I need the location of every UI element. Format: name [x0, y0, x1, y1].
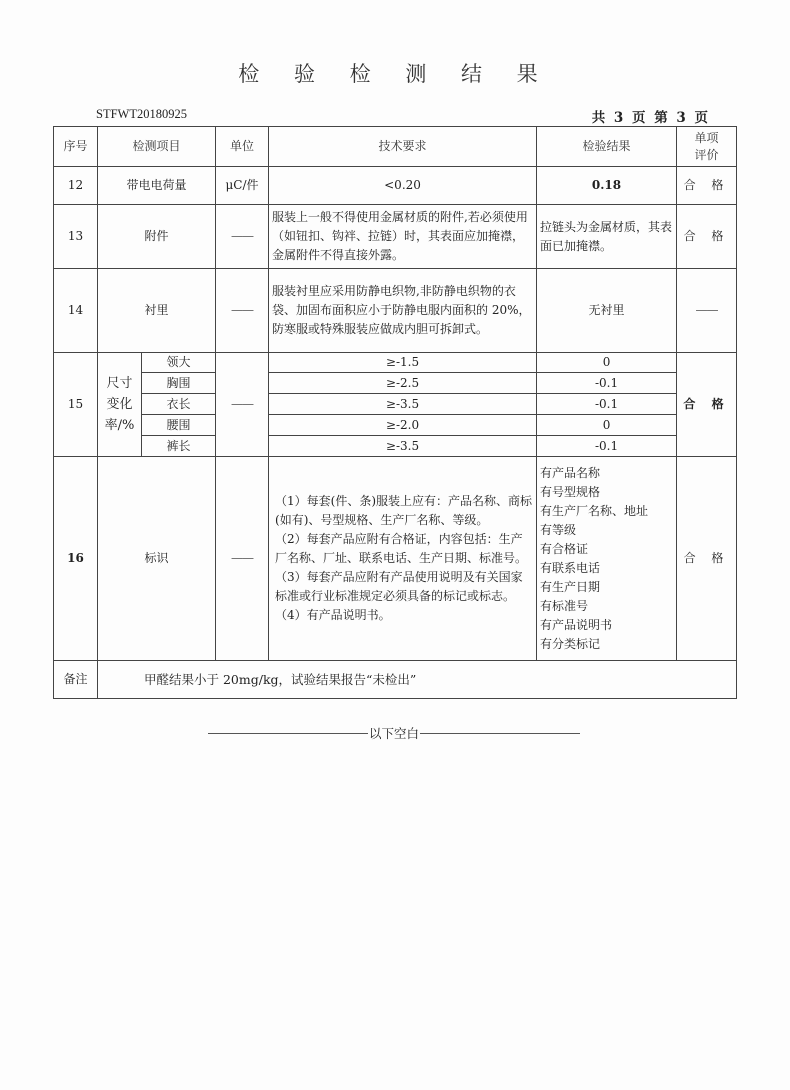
blank-text: 以下空白 [369, 726, 420, 741]
row15-sub-result: -0.1 [537, 436, 677, 457]
row13-seq: 13 [54, 205, 98, 269]
table-row [54, 415, 737, 436]
row13-item: 附件 [98, 205, 216, 269]
row15-sub-result: 0 [537, 415, 677, 436]
table-row [54, 205, 737, 269]
row14-requirement: 服装衬里应采用防静电织物,非防静电织物的衣袋、加固布面积应小于防静电服内面积的 20%，防寒服或特殊服装应做成内胆可拆卸式。 [269, 269, 537, 353]
row16-req-line: （4）有产品说明书。 [275, 608, 391, 622]
row15-sub-name: 领大 [142, 353, 216, 373]
remark-label: 备注 [54, 661, 98, 699]
row16-result-line: 有联系电话 [540, 560, 601, 575]
row16-seq: 16 [54, 457, 98, 661]
row12-item: 带电电荷量 [98, 167, 216, 205]
table-header-row [54, 127, 737, 167]
row15-sub-result: -0.1 [537, 394, 677, 415]
row16-result-line: 有分类标记 [540, 636, 601, 651]
row16-result-line: 有产品说明书 [540, 617, 613, 632]
row16-result-line: 有合格证 [540, 541, 589, 556]
table-row [54, 436, 737, 457]
row15-sub-requirement: ≥-3.5 [269, 436, 537, 457]
row16-unit: —— [216, 457, 269, 661]
row15-item-line1: 尺寸 [106, 376, 133, 391]
row15-sub-name: 腰围 [142, 415, 216, 436]
row16-evaluation: 合 格 [677, 457, 737, 661]
header-requirement: 技术要求 [269, 127, 537, 167]
row15-seq: 15 [54, 353, 98, 457]
row16-result-line: 有生产厂名称、地址 [540, 503, 649, 518]
table-row [54, 269, 737, 353]
divider-left [208, 733, 368, 734]
remark-row [54, 661, 737, 699]
header-eval-line2: 评价 [694, 147, 719, 162]
page-info: 共 3 页 第 3 页 [591, 110, 708, 126]
row15-sub-requirement: ≥-2.0 [269, 415, 537, 436]
row16-result-line: 有号型规格 [540, 484, 601, 499]
end-of-report-marker [208, 724, 580, 742]
report-number: STFWT20180925 [96, 107, 187, 121]
row13-result: 拉链头为金属材质，其表面已加掩襟。 [537, 205, 677, 269]
table-row [54, 457, 737, 661]
row16-requirement [269, 457, 537, 661]
row15-item [98, 353, 142, 457]
row14-unit: —— [216, 269, 269, 353]
header-result: 检验结果 [537, 127, 677, 167]
row16-req-line: （3）每套产品应附有产品使用说明及有关国家标准或行业标准规定必须具备的标记或标志。 [275, 570, 523, 603]
row15-item-line2: 变化 [106, 397, 133, 412]
row16-result-line: 有生产日期 [540, 579, 601, 594]
table-row [54, 167, 737, 205]
row15-sub-result: -0.1 [537, 373, 677, 394]
header-item: 检测项目 [98, 127, 216, 167]
row16-result [537, 457, 677, 661]
row15-sub-name: 胸围 [142, 373, 216, 394]
row14-seq: 14 [54, 269, 98, 353]
row12-evaluation: 合 格 [677, 167, 737, 205]
header-evaluation [677, 127, 737, 167]
row16-item: 标识 [98, 457, 216, 661]
row16-result-line: 有等级 [540, 522, 577, 537]
row12-requirement: <0.20 [269, 167, 537, 205]
table-row [54, 353, 737, 373]
row12-unit: μC/件 [216, 167, 269, 205]
row15-sub-requirement: ≥-2.5 [269, 373, 537, 394]
remark-text: 甲醛结果小于 20mg/kg，试验结果报告“未检出” [98, 661, 737, 699]
results-table [53, 126, 737, 699]
row12-seq: 12 [54, 167, 98, 205]
table-row [54, 394, 737, 415]
row16-result-line: 有产品名称 [540, 465, 601, 480]
row16-req-line: （1）每套(件、条)服装上应有：产品名称、商标(如有)、号型规格、生产厂名称、等级。 [275, 494, 533, 527]
row14-evaluation: —— [677, 269, 737, 353]
row12-result: 0.18 [537, 167, 677, 205]
row15-item-line3: 率/% [104, 418, 135, 433]
table-row [54, 373, 737, 394]
row14-result: 无衬里 [537, 269, 677, 353]
row15-sub-name: 衣长 [142, 394, 216, 415]
row13-evaluation: 合 格 [677, 205, 737, 269]
row15-unit: —— [216, 353, 269, 457]
row13-unit: —— [216, 205, 269, 269]
row15-sub-requirement: ≥-1.5 [269, 353, 537, 373]
row15-sub-result: 0 [537, 353, 677, 373]
header-unit: 单位 [216, 127, 269, 167]
row16-req-line: （2）每套产品应附有合格证，内容包括：生产厂名称、厂址、联系电话、生产日期、标准号。 [275, 532, 528, 565]
row13-requirement: 服装上一般不得使用金属材质的附件,若必须使用（如钮扣、钩袢、拉链）时，其表面应加掩襟，金属附件不得直接外露。 [269, 205, 537, 269]
header-eval-line1: 单项 [694, 130, 719, 145]
document-title: 检 验 检 测 结 果 [238, 62, 552, 86]
header-seq: 序号 [54, 127, 98, 167]
row15-evaluation: 合 格 [677, 353, 737, 457]
row16-result-line: 有标准号 [540, 598, 589, 613]
row14-item: 衬里 [98, 269, 216, 353]
row15-sub-name: 裤长 [142, 436, 216, 457]
row15-sub-requirement: ≥-3.5 [269, 394, 537, 415]
divider-right [420, 733, 580, 734]
